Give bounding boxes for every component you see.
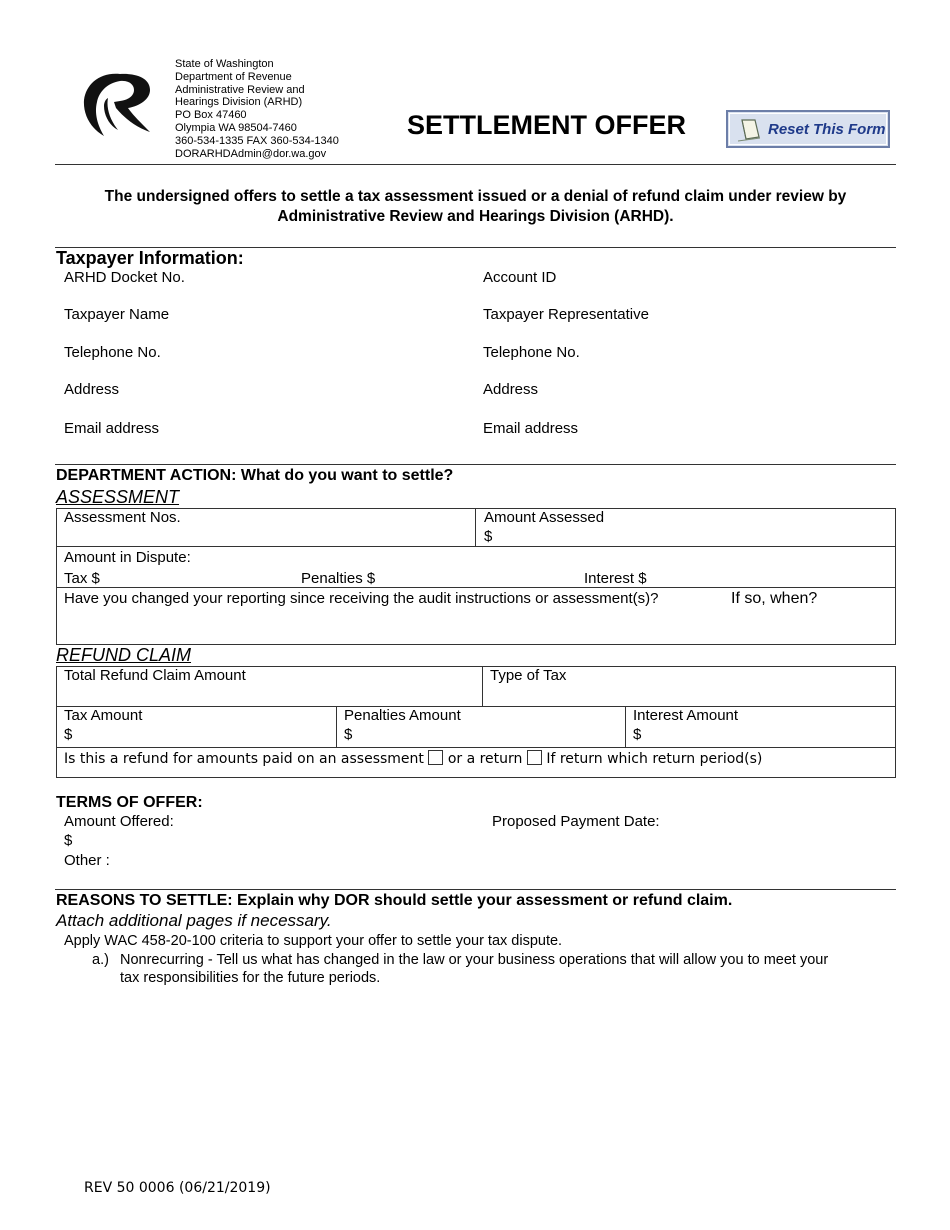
assessment-table — [56, 508, 896, 645]
address-line: Hearings Division (ARHD) — [175, 96, 303, 109]
attach-note: Attach additional pages if necessary. — [56, 911, 332, 930]
reset-form-button[interactable] — [726, 110, 890, 148]
intro-text: The undersigned offers to settle a tax assessment issued or a denial of refund claim under review by Administrative Review and Hearings Division (ARHD). — [104, 188, 847, 225]
field-type-of-tax[interactable]: Type of Tax — [490, 667, 567, 684]
agency-address — [175, 58, 339, 160]
reasons-heading: REASONS TO SETTLE: Explain why DOR should settle your assessment or refund claim. — [56, 892, 733, 909]
amount-in-dispute-label: Amount in Dispute: — [64, 549, 191, 566]
dor-logo-icon — [80, 68, 158, 140]
dollar-sign: $ — [64, 832, 73, 849]
section-divider — [55, 889, 896, 890]
eraser-icon — [736, 117, 762, 143]
address-line: State of Washington — [175, 58, 274, 70]
dollar-sign: $ — [344, 726, 353, 743]
field-dispute-interest[interactable]: Interest $ — [584, 570, 647, 587]
field-penalties-amount[interactable]: Penalties Amount — [344, 707, 461, 724]
field-dispute-penalties[interactable]: Penalties $ — [301, 570, 376, 587]
field-rep-address[interactable]: Address — [483, 381, 539, 398]
terms-heading: TERMS OF OFFER: — [56, 794, 203, 811]
field-total-refund[interactable]: Total Refund Claim Amount — [64, 667, 246, 684]
changed-reporting-question[interactable]: Have you changed your reporting since receiving the audit instructions or assessment(s)? — [64, 590, 659, 607]
refund-type-question — [64, 750, 762, 767]
refund-question-text: or a return — [447, 751, 523, 767]
field-assessment-nos[interactable]: Assessment Nos. — [64, 509, 181, 526]
department-heading: DEPARTMENT ACTION: What do you want to settle? — [56, 467, 454, 484]
field-telephone[interactable]: Telephone No. — [64, 344, 161, 361]
refund-heading: REFUND CLAIM — [56, 645, 192, 665]
address-line: DORARHDAdmin@dor.wa.gov — [175, 147, 327, 160]
field-tax-amount[interactable]: Tax Amount — [64, 707, 143, 724]
field-address[interactable]: Address — [64, 381, 120, 398]
reason-item-a-cont: tax responsibilities for the future periods. — [120, 970, 381, 986]
field-representative[interactable]: Taxpayer Representative — [483, 306, 649, 323]
header-divider — [55, 164, 896, 165]
address-line: Administrative Review and — [175, 83, 305, 96]
if-so-when-field[interactable]: If so, when? — [731, 590, 818, 607]
address-line: PO Box 47460 — [175, 109, 247, 122]
table-rule — [56, 587, 895, 588]
reason-item-a: Nonrecurring - Tell us what has changed in the law or your business operations that will allow you to meet your — [120, 952, 829, 968]
field-email[interactable]: Email address — [64, 420, 160, 437]
field-rep-telephone[interactable]: Telephone No. — [483, 344, 580, 361]
table-rule — [625, 706, 626, 748]
assessment-heading: ASSESSMENT — [56, 487, 180, 507]
field-docket-no[interactable]: ARHD Docket No. — [64, 269, 185, 286]
field-account-id[interactable]: Account ID — [483, 269, 557, 286]
field-taxpayer-name[interactable]: Taxpayer Name — [64, 306, 170, 323]
table-rule — [336, 706, 337, 748]
dollar-sign: $ — [484, 528, 493, 545]
taxpayer-heading: Taxpayer Information: — [56, 248, 244, 268]
refund-question-text: Is this a refund for amounts paid on an assessment — [64, 751, 424, 767]
table-rule — [56, 706, 895, 707]
field-other[interactable]: Other : — [64, 852, 110, 869]
table-rule — [475, 508, 476, 547]
reset-form-label: Reset This Form — [768, 121, 886, 138]
table-rule — [56, 747, 895, 748]
field-dispute-tax[interactable]: Tax $ — [64, 570, 100, 587]
page-title: SETTLEMENT OFFER — [407, 110, 686, 140]
address-line: Olympia WA 98504-7460 — [175, 121, 297, 134]
field-amount-offered[interactable]: Amount Offered: — [64, 813, 174, 830]
section-divider — [55, 464, 896, 465]
list-marker: a.) — [92, 952, 109, 968]
address-line: Department of Revenue — [175, 70, 292, 83]
dollar-sign: $ — [633, 726, 642, 743]
table-rule — [482, 666, 483, 707]
apply-criteria-text: Apply WAC 458-20-100 criteria to support your offer to settle your tax dispute. — [64, 933, 563, 949]
form-number: REV 50 0006 (06/21/2019) — [84, 1180, 271, 1196]
dollar-sign: $ — [64, 726, 73, 743]
field-proposed-payment-date[interactable]: Proposed Payment Date: — [492, 813, 660, 830]
field-rep-email[interactable]: Email address — [483, 420, 579, 437]
address-line: 360-534-1335 FAX 360-534-1340 — [175, 134, 339, 147]
field-amount-assessed[interactable]: Amount Assessed — [484, 509, 605, 526]
field-interest-amount[interactable]: Interest Amount — [633, 707, 739, 724]
return-period-field[interactable]: If return which return period(s) — [546, 751, 763, 767]
assessment-checkbox[interactable] — [428, 750, 443, 765]
return-checkbox[interactable] — [527, 750, 542, 765]
